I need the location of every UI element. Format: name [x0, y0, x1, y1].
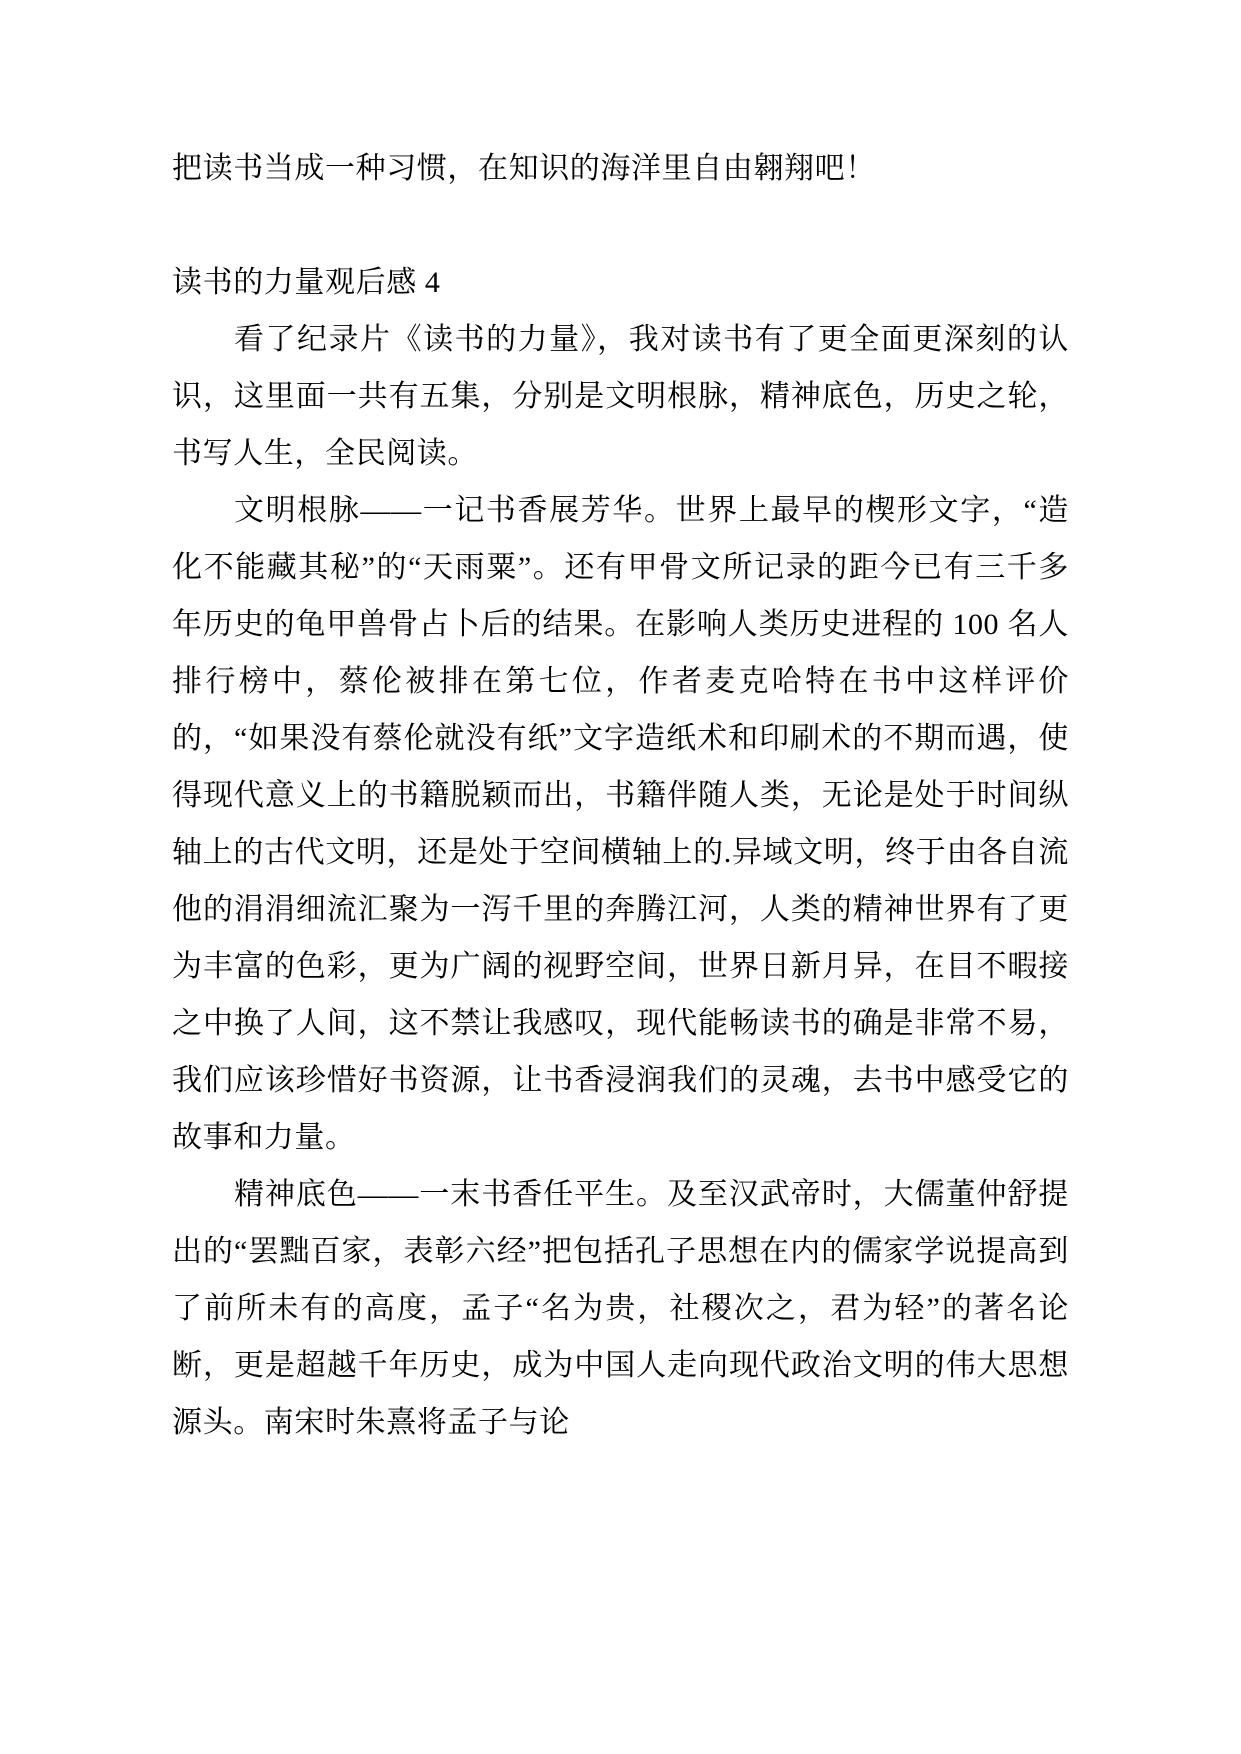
document-body [172, 140, 1069, 1451]
section-heading: 读书的力量观后感 4 [172, 266, 441, 299]
paragraph-civilization-roots: 文明根脉——一记书香展芳华。世界上最早的楔形文字，“造化不能藏其秘”的“天雨粟”。还有甲骨文所记录的距今已有三千多年历史的龟甲兽骨占卜后的结果。在影响人类历史进程的 100 名人排行榜中，蔡伦被排在第七位，作者麦克哈特在书中这样评价的，“如果没有蔡伦就没有纸”文字造纸术和印刷术的不期而遇，使得现代意义上的书籍脱颖而出，书籍伴随人类，无论是处于时间纵轴上的古代文明，还是处于空间横轴上的.异域文明，终于由各自流他的涓涓细流汇聚为一泻千里的奔腾江河，人类的精神世界有了更为丰富的色彩，更为广阔的视野空间，世界日新月异，在目不暇接之中换了人间，这不禁让我感叹，现代能畅读书的确是非常不易，我们应该珍惜好书资源，让书香浸润我们的灵魂，去书中感受它的故事和力量。 [172, 494, 1069, 1154]
paragraph-spacer [172, 197, 1069, 254]
paragraph-intro: 看了纪录片《读书的力量》，我对读书有了更全面更深刻的认识，这里面一共有五集，分别是文明根脉，精神底色，历史之轮，书写人生，全民阅读。 [172, 323, 1069, 470]
paragraph-spiritual-foundation: 精神底色——一末书香任平生。及至汉武帝时，大儒董仲舒提出的“罢黜百家，表彰六经”把包括孔子思想在内的儒家学说提高到了前所未有的高度，孟子“名为贵，社稷次之，君为轻”的著名论断，更是超越千年历史，成为中国人走向现代政治文明的伟大思想源头。南宋时朱熹将孟子与论 [172, 1178, 1069, 1439]
paragraph-closing-line: 把读书当成一种习惯，在知识的海洋里自由翱翔吧！ [172, 152, 876, 185]
